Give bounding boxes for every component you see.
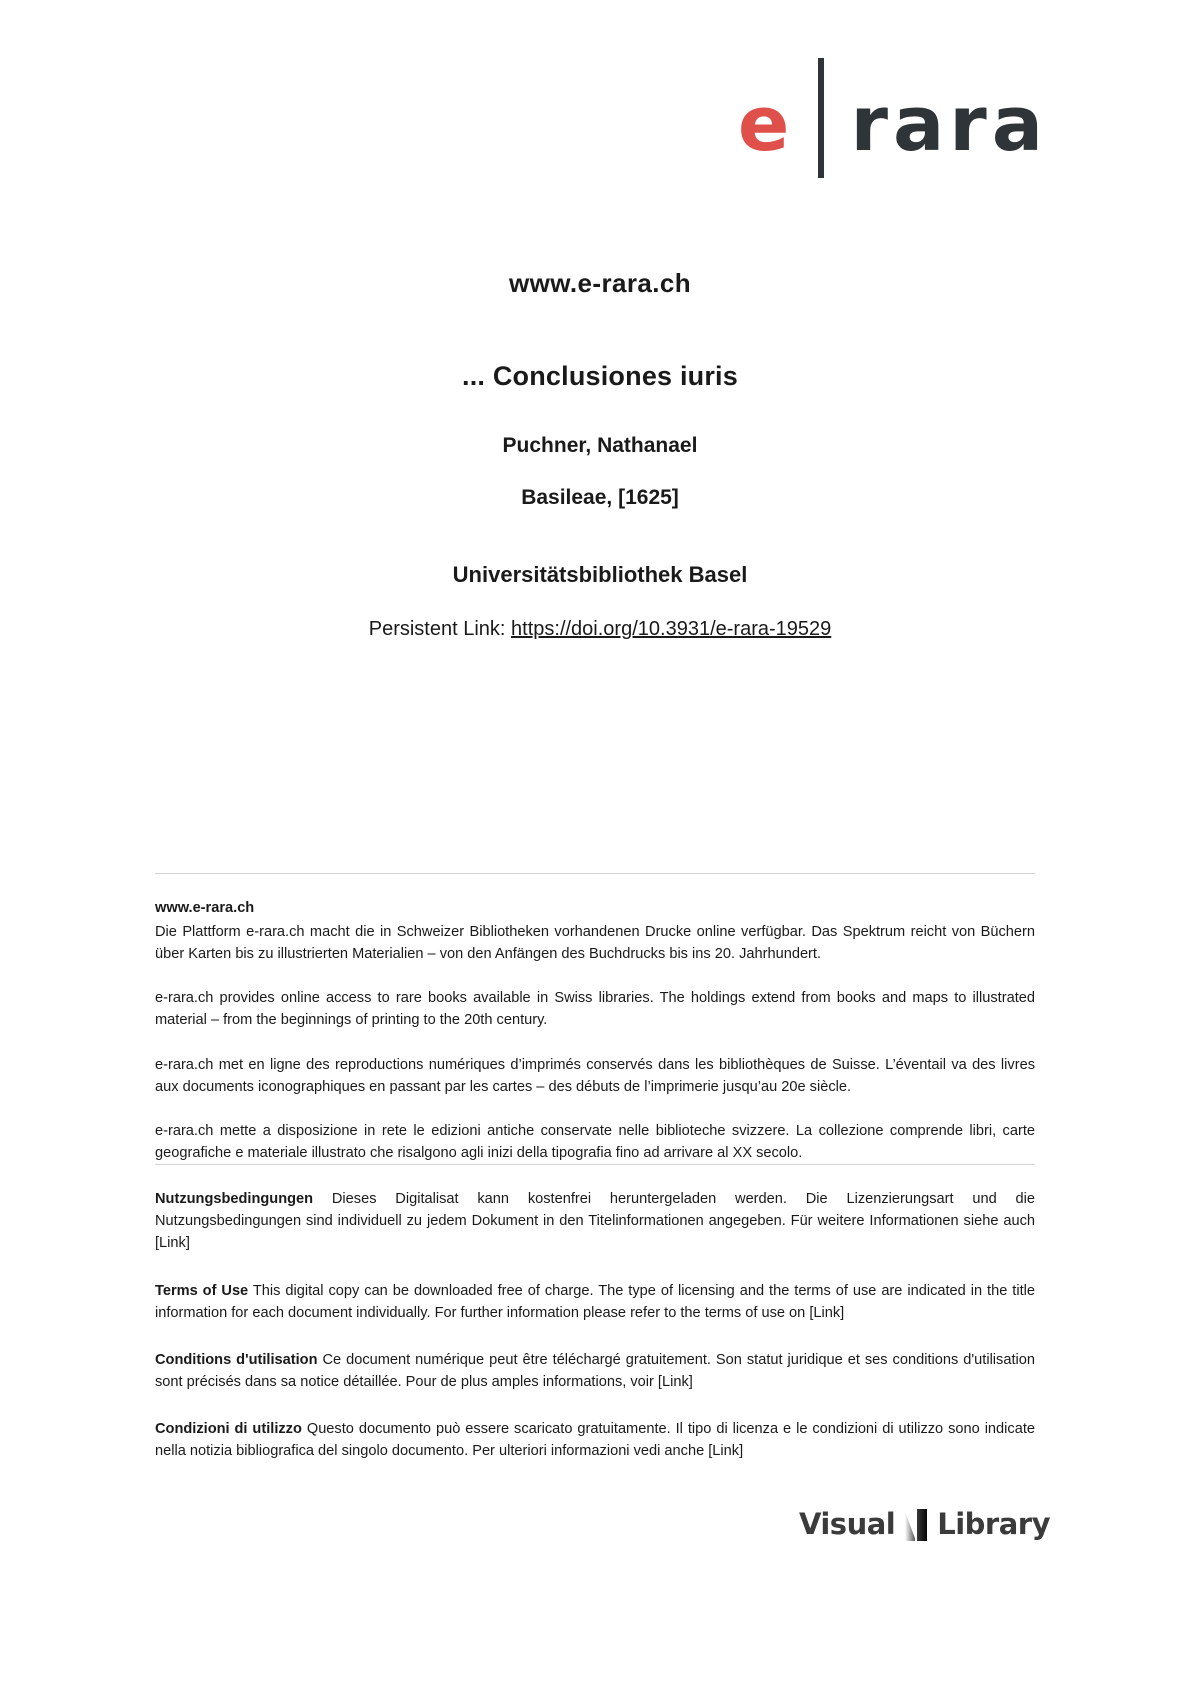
about-paragraph-it: e-rara.ch mette a disposizione in rete le edizioni antiche conservate nelle biblioteche svizzere. La collezione comprende libri, carte geografiche e materiale illustrato che risalgono agli inizi della tipografia fino ad arrivare al XX secolo.	[155, 1122, 1035, 1162]
about-paragraph-fr: e-rara.ch met en ligne des reproductions numériques d’imprimés conservés dans les bibliothèques de Suisse. L’éventail va des livres aux documents iconographiques en passant par les cartes – des débuts de l’imprimerie jusqu’au 20e siècle.	[155, 1056, 1035, 1095]
terms-text-it: Questo documento può essere scaricato gratuitamente. Il tipo di licenza e le condizioni di utilizzo sono indicate nella notizia bibliografica del singolo documento. Per ulteriori informazioni vedi anche [Link]	[155, 1421, 1035, 1460]
about-section	[155, 898, 1035, 1186]
visual-library-word-library: Library	[937, 1506, 1050, 1541]
terms-text-de: Dieses Digitalisat kann kostenfrei heruntergeladen werden. Die Lizenzierungsart und die Nutzungsbedingungen sind individuell zu jedem Dokument in den Titelinformationen angegeben. Für weitere Informationen siehe auch [Link]	[155, 1191, 1035, 1252]
persistent-link-label: Persistent Link:	[368, 618, 506, 640]
about-heading: www.e-rara.ch	[155, 900, 255, 916]
document-author: Puchner, Nathanael	[502, 434, 698, 457]
terms-paragraph-it	[155, 1418, 1035, 1462]
visual-library-logo	[799, 1508, 1050, 1540]
terms-lead-en: Terms of Use	[155, 1282, 249, 1299]
persistent-link	[0, 618, 1200, 641]
title-block	[0, 268, 1200, 641]
terms-paragraph-fr	[155, 1349, 1035, 1393]
terms-text-fr: Ce document numérique peut être téléchargé gratuitement. Son statut juridique et ses conditions d'utilisation sont précisés dans sa notice détaillée. Pour de plus amples informations, voir [Link]	[155, 1351, 1035, 1391]
visual-library-mark-icon	[904, 1509, 930, 1541]
document-title: ... Conclusiones iuris	[462, 361, 738, 391]
divider-bottom	[155, 1164, 1035, 1165]
e-rara-logo-divider-bar	[818, 58, 824, 178]
document-imprint: Basileae, [1625]	[521, 486, 679, 509]
terms-lead-de: Nutzungsbedingungen	[155, 1191, 314, 1207]
terms-paragraph-de	[155, 1188, 1035, 1255]
visual-library-word-visual: Visual	[798, 1506, 896, 1541]
terms-text-en: This digital copy can be downloaded free of charge. The type of licensing and the terms of use are indicated in the title information for each document individually. For further information please refer to the terms of use on [Link]	[155, 1282, 1036, 1321]
terms-lead-it: Condizioni di utilizzo	[155, 1421, 302, 1438]
persistent-link-url[interactable]: https://doi.org/10.3931/e-rara-19529	[511, 618, 832, 640]
terms-paragraph-en	[155, 1280, 1035, 1324]
about-paragraph-en: e-rara.ch provides online access to rare books available in Swiss libraries. The holdings extend from books and maps to illustrated material – from the beginnings of printing to the 20th century.	[155, 990, 1035, 1029]
holding-institution: Universitätsbibliothek Basel	[452, 562, 748, 587]
e-rara-logo-e-mark: e	[737, 79, 789, 168]
terms-lead-fr: Conditions d'utilisation	[155, 1351, 318, 1368]
e-rara-logo-wordmark: rara	[850, 79, 1048, 168]
divider-top	[155, 873, 1035, 874]
e-rara-logo	[738, 58, 1048, 178]
site-title: www.e-rara.ch	[509, 268, 691, 298]
about-paragraph-de: Die Plattform e-rara.ch macht die in Schweizer Bibliotheken vorhandenen Drucke online verfügbar. Das Spektrum reicht von Büchern über Karten bis zu illustrierten Materialien – von den Anfängen des Buchdrucks bis ins 20. Jahrhundert.	[155, 923, 1035, 963]
terms-section	[155, 1188, 1035, 1488]
